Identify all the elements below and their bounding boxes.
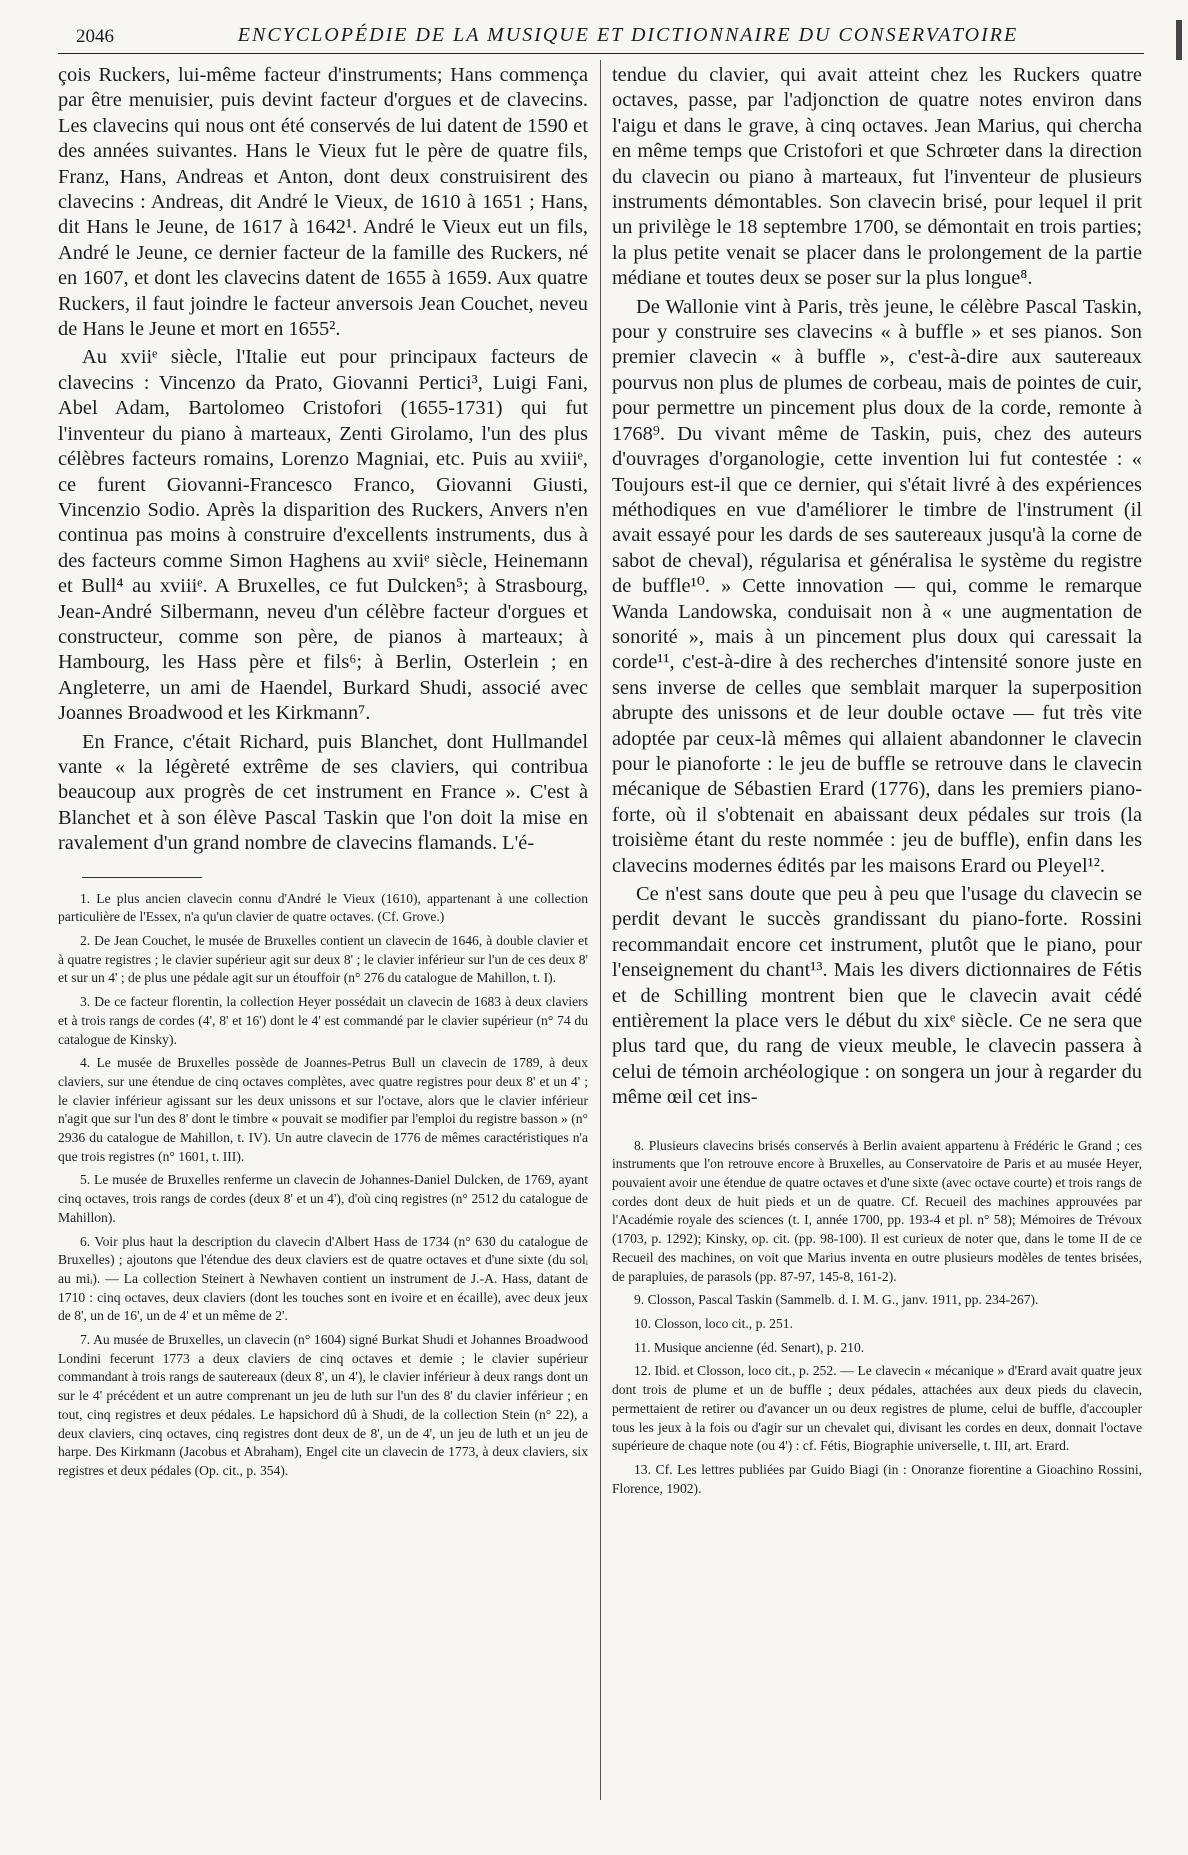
footnote: 12. Ibid. et Closson, loco cit., p. 252. — Le clavecin « mécanique » d'Erard avait quatre jeux dont trois de plume et un de buffle ; deux pédales, attachées aux deux pieds du clavecin, permettaient de retirer ou d'avancer un ou deux registres de plume, celui de buffle, d'accoupler tous les jeux à la fois ou d'agir sur un chevalet qui, divisant les cordes en deux, donnait l'octave supérieure de chaque note (ou 4') : cf. Fétis, Biographie universelle, t. III, art. Erard.: [612, 1363, 1142, 1454]
right-body-text: [612, 63, 1142, 1111]
page-number: 2046: [76, 26, 114, 47]
footnote: 4. Le musée de Bruxelles possède de Joannes-Petrus Bull un clavecin de 1789, à deux claviers, sur une étendue de cinq octaves complètes, avec quatre registres pour deux 8' et un 4' ; le clavier inférieur agissant sur les deux unissons et sur l'octave, alors que le clavier inférieur n'agit que sur l'un des 8' dont le timbre « pouvait se modifier par l'emploi du registre basson » (n° 2936 du catalogue de Mahillon, t. IV). Un autre clavecin de 1776 de mêmes caractéristiques n'a que trois registres (n° 1601, t. III).: [58, 1055, 588, 1164]
paragraph: Ce n'est sans doute que peu à peu que l'usage du clavecin se perdit devant le succès grandissant du piano-forte. Rossini recommandait encore cet instrument, plutôt que le piano, pour l'enseignement du chant¹³. Mais les divers dictionnaires de Fétis et de Schilling montrent bien que le clavecin avait cédé entièrement la place vers le début du xixᵉ siècle. Ce ne sera que plus tard que, du rang de vieux meuble, le clavecin passera à celui de témoin archéologique : on songera un jour à regarder du même œil cet ins-: [612, 883, 1142, 1109]
left-column: [58, 63, 588, 1486]
footnote: 7. Au musée de Bruxelles, un clavecin (n° 1604) signé Burkat Shudi et Johannes Broadwood Londini fecerunt 1773 a deux claviers de cinq octaves et demie ; le clavier supérieur commandant à trois rangs de sautereaux (deux 8', un 4'), le clavier inférieur à deux rangs dont un sur le 4' précédent et un autre comprenant un jeu de luth sur l'un des 8' du clavier inférieur ; en tout, cinq registres et deux pédales. Le hapsichord dû à Shudi, de la collection Stein (n° 22), a deux claviers, cinq octaves, cinq registres dont deux de 8', un de 4', un jeu de luth et un jeu de harpe. Des Kirkmann (Jacobus et Abraham), Engel cite un clavecin de 1773, à deux claviers, six registres et deux pédales (Op. cit., p. 354).: [58, 1332, 588, 1478]
footnote: 6. Voir plus haut la description du clavecin d'Albert Hass de 1734 (n° 630 du catalogue de Bruxelles) ; ajoutons que l'étendue des deux claviers est de quatre octaves et d'une sixte (du solᵢ au miᵢ). — La collection Steinert à Newhaven contient un instrument de J.-A. Hass, datant de 1710 : cinq octaves, deux claviers (dont les touches sont en ivoire et en écaille), avec deux jeux de 8', un de 16', un de 4' et un même de 2'.: [58, 1233, 588, 1324]
footnote: 10. Closson, loco cit., p. 251.: [634, 1315, 793, 1331]
footnote: 8. Plusieurs clavecins brisés conservés à Berlin avaient appartenu à Frédéric le Grand ; ces instruments que l'on retrouve encore à Bruxelles, au Conservatoire de Paris et au musée Heyer, pouvaient avoir une étendue de quatre octaves et d'une sixte (avec octave courte) et trois rangs de cordes dont deux de huit pieds et un de quatre. Cf. Recueil des machines approuvées par l'Académie royale des sciences (t. I, année 1700, pp. 193-4 et pl. n° 58); Mémoires de Trévoux (1703, p. 1292); Kinsky, op. cit. (pp. 98-100). Il est curieux de noter que, dans le tome II de ce Recueil des machines, on voit que Marius inventa en outre plusieurs modèles de tentes brisées, de parapluies, de parasols (pp. 87-97, 145-8, 161-2).: [612, 1137, 1142, 1284]
header-rule: [58, 53, 1144, 54]
footnote: 1. Le plus ancien clavecin connu d'André le Vieux (1610), appartenant à une collection particulière de l'Essex, n'a qu'un clavier de quatre octaves. (Cf. Grove.): [58, 890, 588, 925]
footnote: 2. De Jean Couchet, le musée de Bruxelles contient un clavecin de 1646, à double clavier et à quatre registres ; le clavier supérieur agit sur deux 8' ; le clavier inférieur sur l'un de ces deux 8' et sur un 4' ; de plus une pédale agit sur un étouffoir (n° 276 du catalogue de Mahillon, t. I).: [58, 933, 588, 986]
column-divider: [600, 60, 601, 1800]
footnote: 3. De ce facteur florentin, la collection Heyer possédait un clavecin de 1683 à deux claviers et à trois rangs de cordes (4', 8' et 16') dont le 4' est commandé par le clavier supérieur (n° 74 du catalogue de Kinsky).: [58, 994, 588, 1047]
paragraph: tendue du clavier, qui avait atteint chez les Ruckers quatre octaves, passe, par l'adjonction de quatre notes environ dans l'aigu et dans le grave, à cinq octaves. Jean Marius, qui chercha en même temps que Cristofori et que Schrœter dans la direction du clavecin ou piano à marteaux, fut l'inventeur de plusieurs instruments démontables. Son clavecin brisé, pour lequel il prit un privilège le 18 septembre 1700, se démontait en trois parties; la plus petite venait se placer dans le prolongement de la partie médiane et toutes deux se poser sur la plus longue⁸.: [612, 64, 1142, 290]
footnote: 5. Le musée de Bruxelles renferme un clavecin de Johannes-Daniel Dulcken, de 1769, ayant cinq octaves, trois rangs de cordes (deux 8' et un 4'), d'où cinq registres (n° 2512 du catalogue de Mahillon).: [58, 1172, 588, 1225]
running-title: ENCYCLOPÉDIE DE LA MUSIQUE ET DICTIONNAIRE DU CONSERVATOIRE: [237, 24, 1019, 46]
footnote: 11. Musique ancienne (éd. Senart), p. 210.: [634, 1339, 865, 1355]
left-body-text: [58, 63, 588, 857]
paragraph: En France, c'était Richard, puis Blanchet, dont Hullmandel vante « la légèreté extrême de ses claviers, qui contribua beaucoup aux progrès de cet instrument en France ». C'est à Blanchet et à son élève Pascal Taskin que l'on doit la mise en ravalement d'un grand nombre de clavecins flamands. L'é-: [58, 730, 588, 855]
paragraph: De Wallonie vint à Paris, très jeune, le célèbre Pascal Taskin, pour y construire ses clavecins « à buffle » et ses pianos. Son premier clavecin « à buffle », c'est-à-dire aux sautereaux pourvus non plus de plumes de corbeau, mais de pointes de cuir, pour permettre un pincement plus doux de la corde, remonte à 1768⁹. Du vivant même de Taskin, puis, chez des auteurs d'ouvrages d'organologie, cette invention lui fut contestée : « Toujours est-il que ce dernier, qui s'était livré à des expériences méthodiques en vue d'améliorer le timbre de l'instrument (il avait essayé pour les dards de ses sautereaux jusqu'à la corne de sabot de cheval), régularisa et généralisa le système du registre de buffle¹⁰. » Cette innovation — qui, comme le remarque Wanda Landowska, conduisait non à « une augmentation de sonorité », mais à un pincement plus doux qui caressait la corde¹¹, c'est-à-dire à des recherches d'intensité sonore juste en sens inverse de celles que semblait marquer la superposition abrupte des unissons et de leur double octave — fut très vite adoptée par ceux-là mêmes qui allaient abandonner le clavecin pour le pianoforte : le jeu de buffle se retrouve dans le clavecin mécanique de Sébastien Erard (1776), dans les premiers piano-forte, où il s'obtenait en abaissant deux pédales sur trois (la troisième étant du reste nommée : jeu de buffle), enfin dans les clavecins modernes édités par les maisons Erard ou Pleyel¹².: [612, 295, 1142, 877]
paragraph: Au xviiᵉ siècle, l'Italie eut pour principaux facteurs de clavecins : Vincenzo da Prato, Giovanni Pertici³, Luigi Fani, Abel Adam, Bartolomeo Cristofori (1655-1731) qui fut l'inventeur du piano à marteaux, Zenti Girolamo, l'un des plus célèbres facteurs romains, Lorenzo Magniai, etc. Puis au xviiiᵉ, ce furent Giovanni-Francesco Franco, Giovanni Giusti, Vincenzio Sodio. Après la disparition des Ruckers, Anvers n'en continua pas moins à construire d'excellents instruments, dus à des facteurs comme Simon Haghens au xviiᵉ siècle, Heinemann et Bull⁴ au xviiiᵉ. A Bruxelles, ce fut Dulcken⁵; à Strasbourg, Jean-André Silbermann, neveu d'un célèbre facteur d'orgues et constructeur, comme son père, de pianos à marteaux; à Hambourg, les Hass père et fils⁶; à Berlin, Osterlein ; en Angleterre, un ami de Haendel, Burkard Shudi, associé avec Joannes Broadwood et les Kirkmann⁷.: [58, 346, 588, 725]
footnote: 13. Cf. Les lettres publiées par Guido Biagi (in : Onoranze fiorentine a Gioachino Rossini, Florence, 1902).: [612, 1461, 1142, 1496]
left-footnotes: [58, 890, 588, 1481]
page-header: [58, 14, 1144, 48]
scan-edge-mark: [1176, 20, 1182, 60]
right-column: [612, 63, 1142, 1503]
footnote-rule: [82, 877, 202, 878]
footnote: 9. Closson, Pascal Taskin (Sammelb. d. I. M. G., janv. 1911, pp. 234-267).: [634, 1292, 1039, 1308]
right-footnotes: [612, 1137, 1142, 1499]
paragraph: çois Ruckers, lui-même facteur d'instruments; Hans commença par être menuisier, puis devint facteur d'orgues et de clavecins. Les clavecins qui nous ont été conservés de lui datent de 1590 et des années suivantes. Hans le Vieux fut le père de quatre fils, Franz, Hans, Andreas et Anton, dont deux construisirent des clavecins : Andreas, dit André le Vieux, de 1610 à 1651 ; Hans, dit Hans le Jeune, de 1617 à 1642¹. André le Vieux eut un fils, André le Jeune, ce dernier facteur de la famille des Ruckers, né en 1607, et dont les clavecins datent de 1655 à 1659. Aux quatre Ruckers, il faut joindre le facteur anversois Jean Couchet, neveu de Hans le Jeune et mort en 1655².: [58, 64, 588, 341]
